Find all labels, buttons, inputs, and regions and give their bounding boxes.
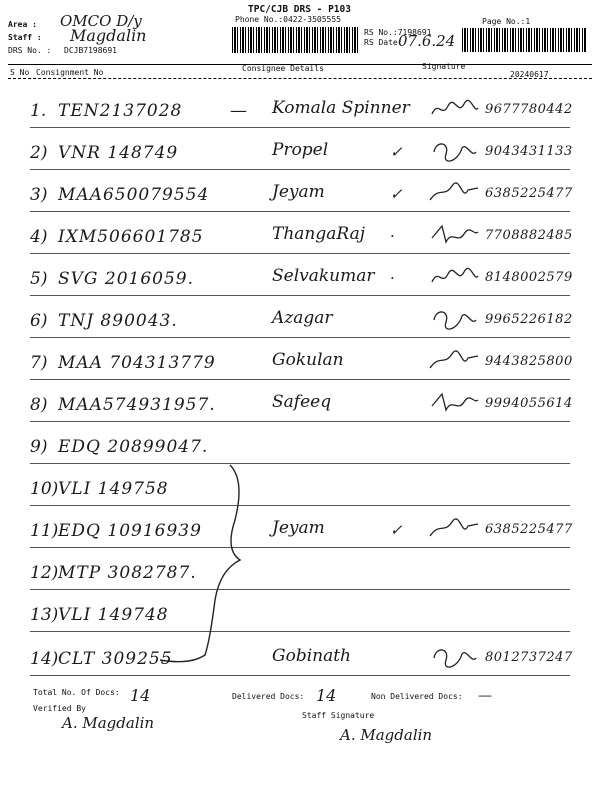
consignee-name: Safeeq — [272, 392, 332, 412]
row-underline — [30, 211, 570, 212]
consignee-name: Jeyam — [272, 518, 325, 538]
consignee-phone: 7708882485 — [485, 228, 573, 243]
row-underline — [30, 463, 570, 464]
consignee-phone: 9443825800 — [485, 354, 573, 369]
recipient-signature — [428, 516, 480, 542]
row-sno: 2) — [30, 143, 48, 163]
recipient-signature — [428, 348, 480, 374]
recipient-signature — [428, 180, 480, 206]
consignment-number: MAA574931957. — [58, 395, 216, 415]
area-label: Area : — [8, 20, 37, 29]
barcode-image-right — [462, 28, 586, 52]
delivery-mark: ✓ — [390, 521, 403, 539]
row-underline — [30, 505, 570, 506]
consignee-phone: 9965226182 — [485, 312, 573, 327]
consignee-name: Propel — [272, 140, 329, 160]
recipient-signature — [428, 96, 480, 122]
consignee-phone: 9043431133 — [485, 144, 573, 159]
row-underline — [30, 675, 570, 676]
row-sno: 12) — [30, 563, 59, 583]
consignee-phone: 6385225477 — [485, 522, 573, 537]
row-sno: 10) — [30, 479, 59, 499]
col-sno: S No — [10, 68, 30, 77]
header-rule-dashed — [8, 78, 592, 79]
non-delivered-docs-value: — — [478, 688, 492, 704]
row-sno: 11) — [30, 521, 59, 541]
table-row — [30, 386, 573, 426]
total-docs-value: 14 — [130, 686, 151, 705]
recipient-signature — [428, 306, 480, 332]
consignment-number: CLT 309255 — [58, 649, 173, 669]
consignee-name: Azagar — [272, 308, 333, 328]
table-row — [30, 134, 573, 174]
date-stamp: 20240617 — [510, 70, 549, 79]
col-consignment: Consignment No — [36, 68, 104, 77]
table-row — [30, 640, 573, 680]
consignee-phone: 8148002579 — [485, 270, 573, 285]
row-underline — [30, 379, 570, 380]
staff-signature-label: Staff Signature — [302, 711, 375, 720]
area-value: OMCO D/y — [60, 12, 142, 30]
page-number: Page No.:1 — [482, 17, 531, 26]
col-signature: Signature — [422, 62, 466, 71]
delivered-docs-value: 14 — [316, 686, 337, 705]
table-row — [30, 92, 573, 132]
table-row — [30, 470, 570, 510]
verified-by-label: Verified By — [33, 704, 86, 713]
staff-value: Magdalin — [70, 26, 147, 45]
delivery-mark: ✓ — [390, 185, 403, 203]
row-underline — [30, 547, 570, 548]
row-sno: 5) — [30, 269, 48, 289]
row-dash: — — [230, 101, 247, 121]
row-sno: 3) — [30, 185, 48, 205]
consignment-number: IXM506601785 — [58, 227, 204, 247]
table-row — [30, 554, 570, 594]
delivery-mark: ✓ — [390, 143, 403, 161]
consignee-phone: 9677780442 — [485, 102, 573, 117]
rs-date-label: RS Date: — [364, 38, 403, 47]
table-row — [30, 344, 573, 384]
barcode-image — [232, 27, 358, 53]
consignment-number: VLI 149748 — [58, 605, 169, 625]
table-row — [30, 302, 573, 342]
consignment-number: MAA650079554 — [58, 185, 210, 205]
delivery-mark: · — [390, 227, 395, 245]
drs-label: DRS No. : — [8, 46, 52, 55]
staff-signature: A. Magdalin — [340, 726, 433, 744]
table-row — [30, 260, 573, 300]
consignee-name: ThangaRaj — [272, 224, 365, 244]
col-consignee: Consignee Details — [242, 64, 324, 73]
consignee-name: Gobinath — [272, 646, 351, 666]
row-sno: 1. — [30, 101, 47, 121]
table-row — [30, 512, 573, 552]
row-sno: 13) — [30, 605, 59, 625]
consignment-number: MTP 3082787. — [58, 563, 197, 583]
consignment-number: EDQ 20899047. — [58, 437, 209, 457]
recipient-signature — [428, 390, 480, 416]
consignee-name: Gokulan — [272, 350, 344, 370]
row-sno: 6) — [30, 311, 48, 331]
document-title: TPC/CJB DRS - P103 — [248, 4, 351, 15]
consignment-number: VLI 149758 — [58, 479, 169, 499]
row-underline — [30, 631, 570, 632]
table-row — [30, 176, 573, 216]
row-sno: 7) — [30, 353, 48, 373]
drs-value: DCJB7198691 — [64, 46, 117, 55]
rs-date-value: 07.6.24 — [398, 32, 456, 50]
total-docs-label: Total No. Of Docs: — [33, 688, 120, 697]
row-underline — [30, 253, 570, 254]
staff-label: Staff : — [8, 33, 42, 42]
table-row — [30, 428, 570, 468]
verified-by-signature: A. Magdalin — [62, 714, 155, 732]
phone-number: Phone No.:0422-3505555 — [235, 15, 341, 24]
table-row — [30, 596, 570, 636]
consignee-phone: 8012737247 — [485, 650, 573, 665]
row-underline — [30, 127, 570, 128]
row-underline — [30, 589, 570, 590]
row-sno: 8) — [30, 395, 48, 415]
recipient-signature — [428, 264, 480, 290]
row-sno: 9) — [30, 437, 48, 457]
consignment-number: TNJ 890043. — [58, 311, 178, 331]
consignment-number: SVG 2016059. — [58, 269, 195, 289]
consignment-number: TEN2137028 — [58, 101, 183, 121]
recipient-signature — [428, 138, 480, 164]
delivery-mark: · — [390, 269, 395, 287]
grouping-brace — [150, 460, 250, 670]
row-sno: 4) — [30, 227, 48, 247]
row-underline — [30, 169, 570, 170]
consignment-number: EDQ 10916939 — [58, 521, 202, 541]
row-underline — [30, 421, 570, 422]
consignment-number: MAA 704313779 — [58, 353, 216, 373]
consignee-phone: 6385225477 — [485, 186, 573, 201]
non-delivered-docs-label: Non Delivered Docs: — [371, 692, 463, 701]
row-underline — [30, 295, 570, 296]
consignee-name: Komala Spinner — [272, 98, 410, 118]
rs-number: RS No.:7198691 — [364, 28, 432, 37]
row-underline — [30, 337, 570, 338]
consignee-phone: 9994055614 — [485, 396, 573, 411]
consignment-number: VNR 148749 — [58, 143, 179, 163]
consignee-name: Jeyam — [272, 182, 325, 202]
row-sno: 14) — [30, 649, 59, 669]
table-row — [30, 218, 573, 258]
delivered-docs-label: Delivered Docs: — [232, 692, 305, 701]
consignee-name: Selvakumar — [272, 266, 375, 286]
recipient-signature — [428, 644, 480, 670]
recipient-signature — [428, 222, 480, 248]
